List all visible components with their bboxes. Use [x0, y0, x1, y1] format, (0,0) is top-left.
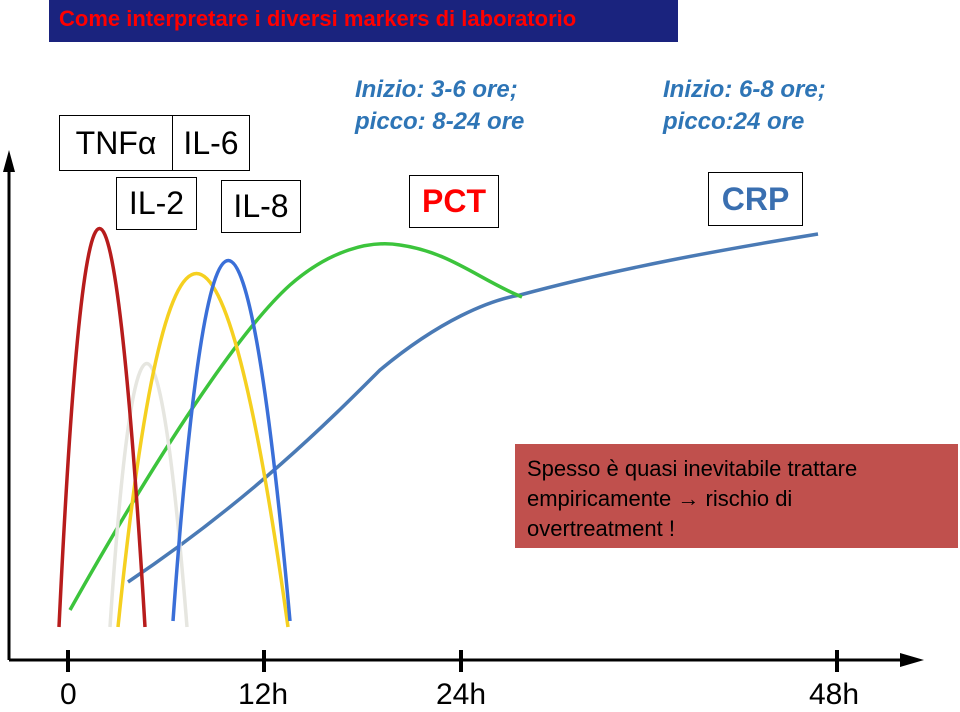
il8-label: IL-8 — [221, 180, 301, 233]
crp-label: CRP — [708, 172, 803, 226]
il8-curve — [173, 261, 290, 622]
overtreatment-note — [515, 444, 958, 548]
x-axis-arrow — [900, 653, 924, 667]
x-tick-label-24h: 24h — [436, 678, 487, 711]
pct-label: PCT — [409, 175, 499, 228]
note-line-3: overtreatment ! — [527, 516, 675, 541]
crp-timing-peak: picco:24 ore — [663, 108, 805, 135]
il6-label: IL-6 — [172, 115, 250, 171]
pct-timing-onset: Inizio: 3-6 ore; — [355, 76, 518, 103]
slide-title: Come interpretare i diversi markers di laboratorio — [59, 6, 577, 31]
tnf-alpha-label: TNFα — [59, 115, 173, 171]
pct-timing-peak: picco: 8-24 ore — [355, 108, 525, 135]
note-line-2: empiricamente → rischio di — [527, 486, 793, 511]
pct-curve — [70, 244, 522, 610]
tnf-alpha-curve — [59, 229, 145, 628]
crp-timing-onset: Inizio: 6-8 ore; — [663, 76, 826, 103]
note-line-1: Spesso è quasi inevitabile trattare — [527, 456, 858, 481]
il2-label: IL-2 — [116, 177, 197, 230]
x-tick-label-12h: 12h — [238, 678, 289, 711]
x-tick-label-48h: 48h — [809, 678, 860, 711]
y-axis-arrow — [3, 150, 15, 172]
x-tick-label-0: 0 — [60, 678, 77, 711]
